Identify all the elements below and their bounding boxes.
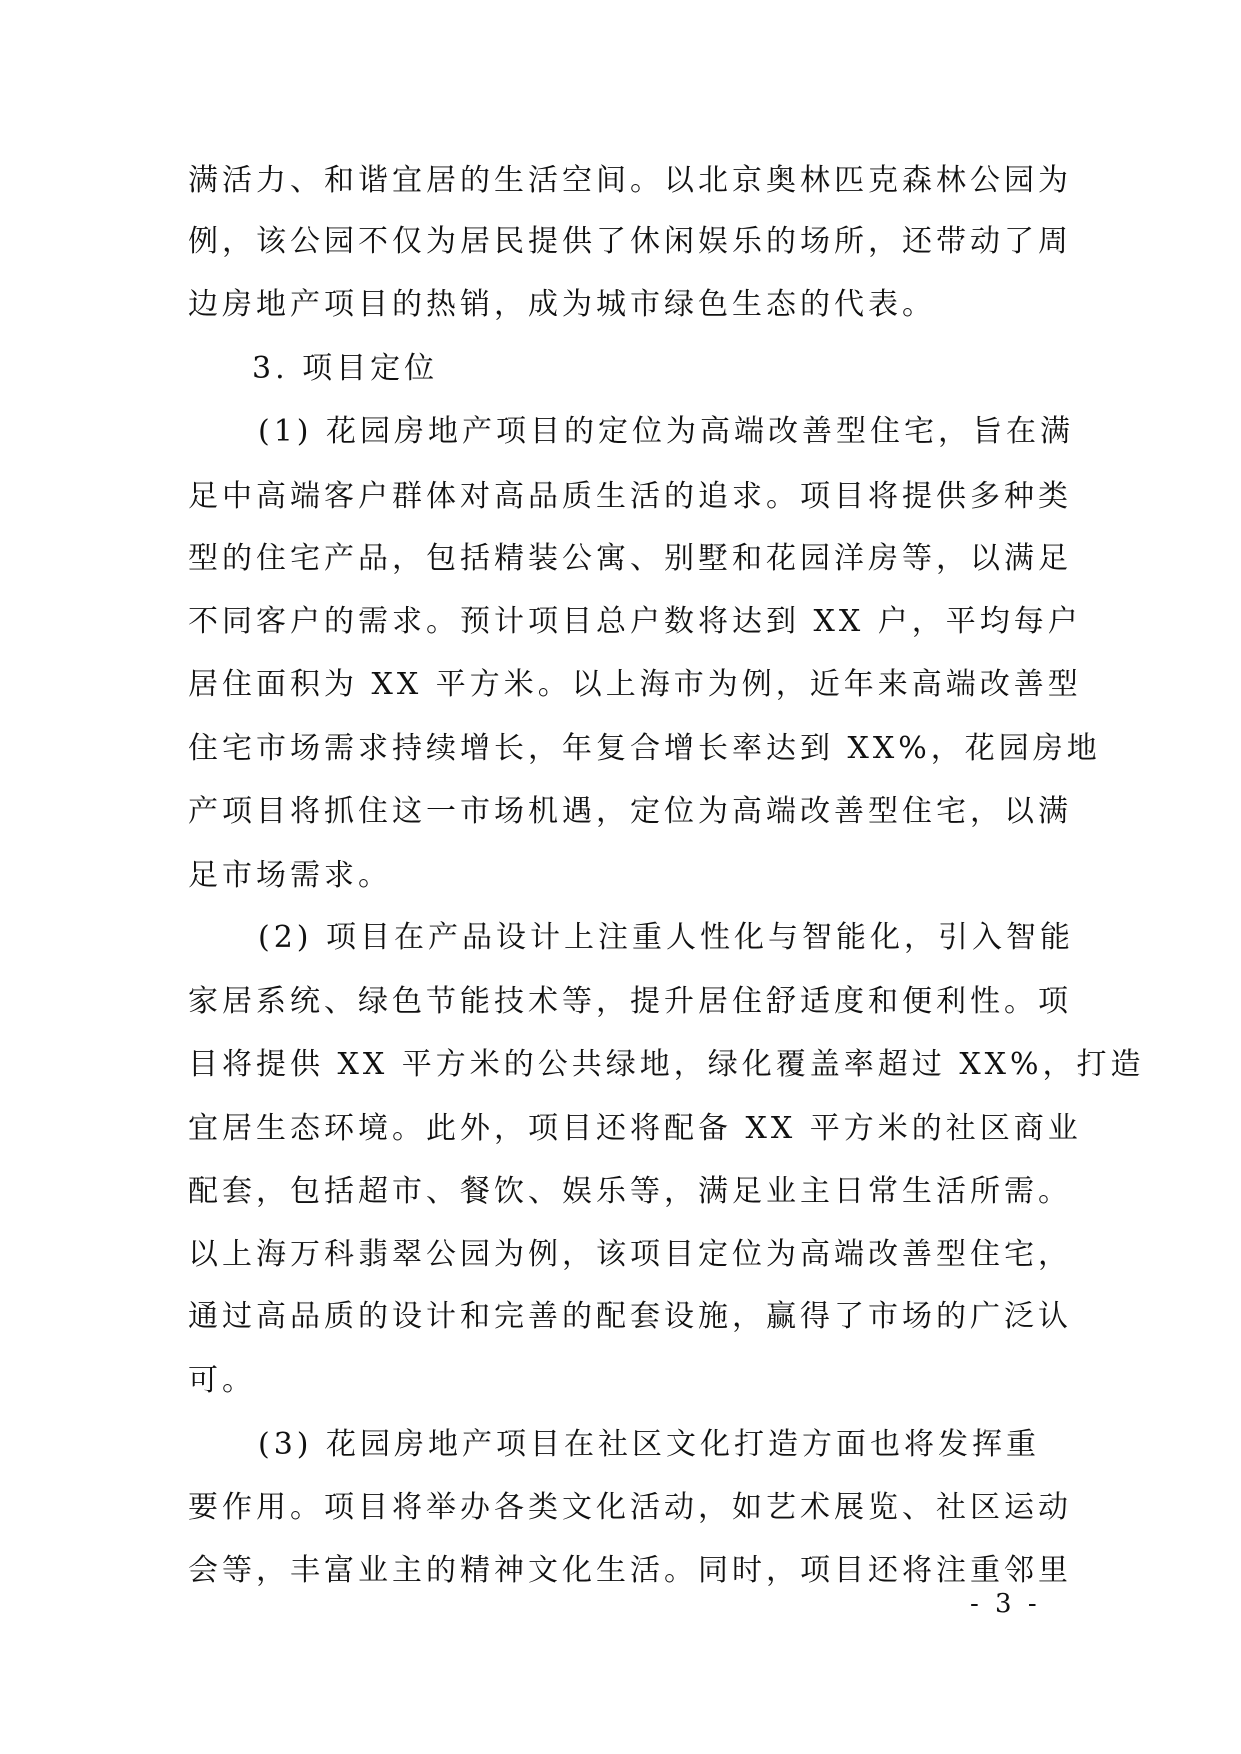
paragraph-2-line: 以上海万科翡翠公园为例，该项目定位为高端改善型住宅， [188,1237,1072,1272]
text-line: 例，该公园不仅为居民提供了休闲娱乐的场所，还带动了周 [188,224,1072,259]
text-line: 边房地产项目的热销，成为城市绿色生态的代表。 [188,287,936,322]
paragraph-1-line: 居住面积为 XX 平方米。以上海市为例，近年来高端改善型 [188,667,1082,702]
paragraph-2-line: 宜居生态环境。此外，项目还将配备 XX 平方米的社区商业 [188,1111,1082,1146]
page-number: - 3 - [970,1589,1041,1619]
paragraph-2-line: 目将提供 XX 平方米的公共绿地，绿化覆盖率超过 XX%，打造 [188,1047,1145,1082]
paragraph-1-line: 产项目将抓住这一市场机遇，定位为高端改善型住宅，以满 [188,794,1072,829]
text-line: 满活力、和谐宜居的生活空间。以北京奥林匹克森林公园为 [188,163,1072,198]
paragraph-1-line: 不同客户的需求。预计项目总户数将达到 XX 户，平均每户 [188,604,1082,639]
paragraph-1-line: (1) 花园房地产项目的定位为高端改善型住宅，旨在满 [258,414,1075,449]
paragraph-1-line: 型的住宅产品，包括精装公寓、别墅和花园洋房等，以满足 [188,541,1072,576]
paragraph-3-line: 要作用。项目将举办各类文化活动，如艺术展览、社区运动 [188,1490,1072,1525]
paragraph-1-line: 足市场需求。 [188,858,392,893]
paragraph-3-line: 会等，丰富业主的精神文化生活。同时，项目还将注重邻里 [188,1553,1072,1588]
paragraph-2-line: 家居系统、绿色节能技术等，提升居住舒适度和便利性。项 [188,984,1072,1019]
paragraph-1-line: 足中高端客户群体对高品质生活的追求。项目将提供多种类 [188,479,1072,514]
paragraph-2-line: (2) 项目在产品设计上注重人性化与智能化，引入智能 [258,920,1075,955]
paragraph-1-line: 住宅市场需求持续增长，年复合增长率达到 XX%，花园房地 [188,731,1101,766]
paragraph-3-line: (3) 花园房地产项目在社区文化打造方面也将发挥重 [258,1427,1041,1462]
paragraph-2-line: 可。 [188,1363,256,1398]
paragraph-2-line: 配套，包括超市、餐饮、娱乐等，满足业主日常生活所需。 [188,1174,1072,1209]
section-heading: 3. 项目定位 [252,351,439,386]
paragraph-2-line: 通过高品质的设计和完善的配套设施，赢得了市场的广泛认 [188,1299,1072,1334]
